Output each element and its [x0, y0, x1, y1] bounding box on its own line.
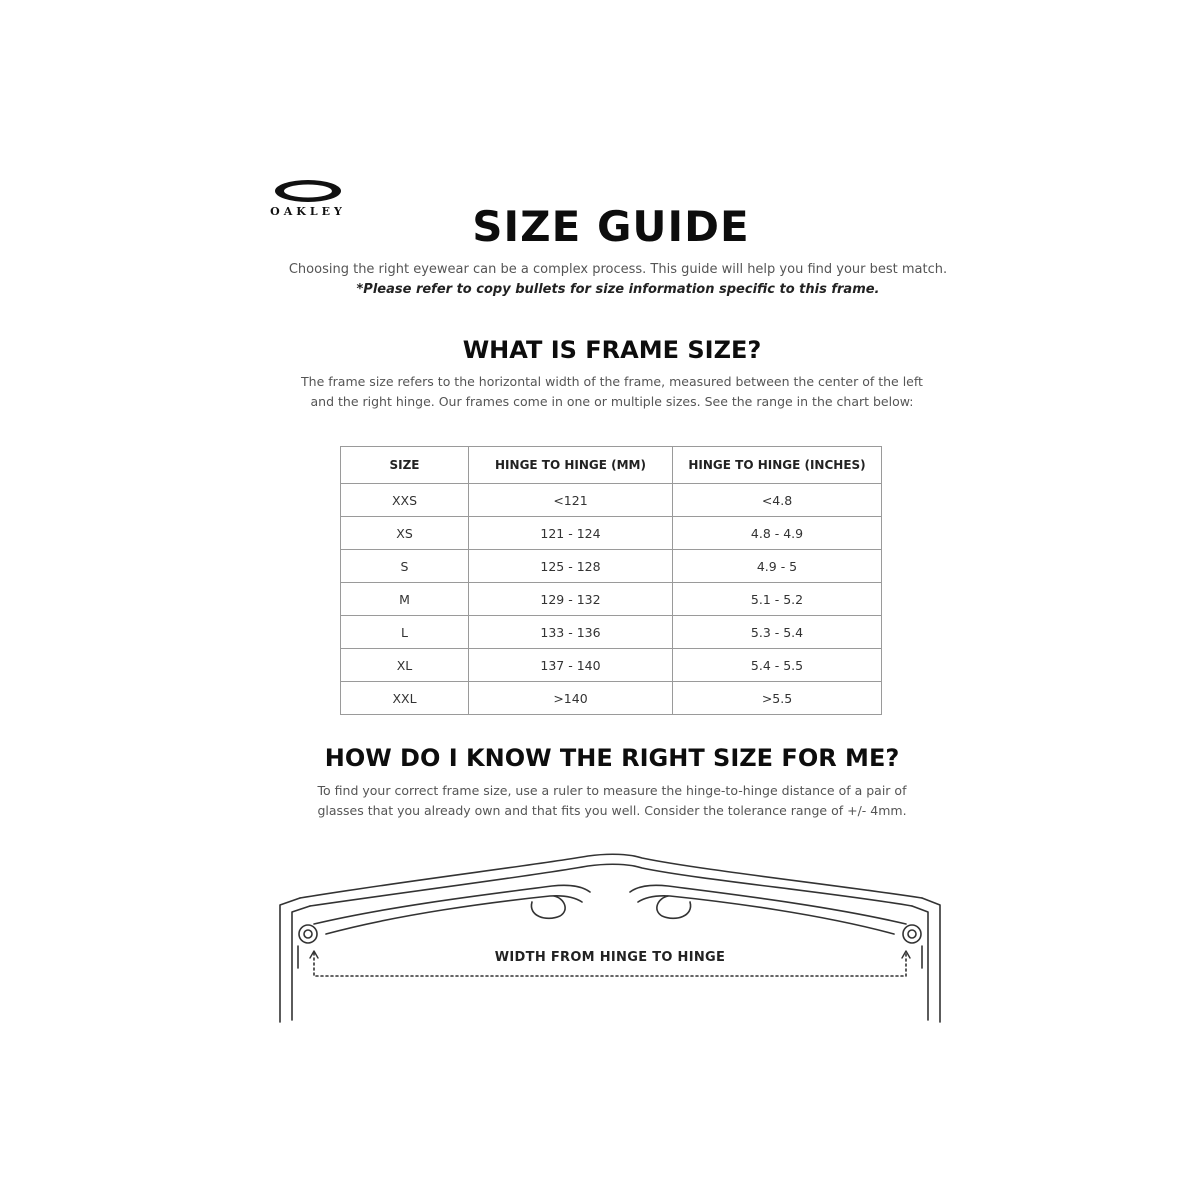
table-row — [341, 484, 882, 517]
mm-cell: <121 — [469, 484, 673, 517]
right-size-heading: HOW DO I KNOW THE RIGHT SIZE FOR ME? — [324, 744, 900, 772]
frame-size-description — [0, 372, 1200, 412]
mm-cell: 137 - 140 — [469, 649, 673, 682]
mm-cell: 121 - 124 — [469, 517, 673, 550]
size-cell: XXS — [341, 484, 469, 517]
size-cell: M — [341, 583, 469, 616]
logo-wordmark: OAKLEY — [270, 205, 346, 218]
glasses-frame-icon — [270, 850, 950, 1025]
size-cell: XL — [341, 649, 469, 682]
inches-cell: 4.9 - 5 — [673, 550, 882, 583]
table-row — [341, 583, 882, 616]
inches-cell: 4.8 - 4.9 — [673, 517, 882, 550]
frame-size-heading: WHAT IS FRAME SIZE? — [462, 336, 762, 364]
table-row — [341, 649, 882, 682]
inches-cell: 5.1 - 5.2 — [673, 583, 882, 616]
column-header: HINGE TO HINGE (INCHES) — [673, 447, 882, 484]
table-row — [341, 616, 882, 649]
column-header: SIZE — [341, 447, 469, 484]
size-cell: L — [341, 616, 469, 649]
table-header-row — [341, 447, 882, 484]
table-row — [341, 682, 882, 715]
frame-size-line-2: and the right hinge. Our frames come in one or multiple sizes. See the range in the chart below: — [310, 394, 914, 409]
page-title: SIZE GUIDE — [472, 202, 750, 251]
table-row — [341, 517, 882, 550]
diagram-label: WIDTH FROM HINGE TO HINGE — [494, 950, 726, 965]
mm-cell: 129 - 132 — [469, 583, 673, 616]
frame-note: *Please refer to copy bullets for size information specific to this frame. — [356, 282, 880, 297]
inches-cell: <4.8 — [673, 484, 882, 517]
size-table — [340, 446, 882, 715]
column-header: HINGE TO HINGE (MM) — [469, 447, 673, 484]
right-size-line-1: To find your correct frame size, use a ruler to measure the hinge-to-hinge distance of a pair of — [317, 783, 907, 798]
table-row — [341, 550, 882, 583]
right-size-line-2: glasses that you already own and that fits you well. Consider the tolerance range of +/- 4mm. — [317, 803, 907, 818]
inches-cell: >5.5 — [673, 682, 882, 715]
frame-size-line-1: The frame size refers to the horizontal width of the frame, measured between the center of the left — [301, 374, 923, 389]
size-cell: XS — [341, 517, 469, 550]
mm-cell: >140 — [469, 682, 673, 715]
inches-cell: 5.4 - 5.5 — [673, 649, 882, 682]
mm-cell: 125 - 128 — [469, 550, 673, 583]
size-cell: S — [341, 550, 469, 583]
size-cell: XXL — [341, 682, 469, 715]
right-size-description — [0, 781, 1200, 821]
mm-cell: 133 - 136 — [469, 616, 673, 649]
intro-text: Choosing the right eyewear can be a complex process. This guide will help you find your best match. — [288, 262, 948, 277]
inches-cell: 5.3 - 5.4 — [673, 616, 882, 649]
